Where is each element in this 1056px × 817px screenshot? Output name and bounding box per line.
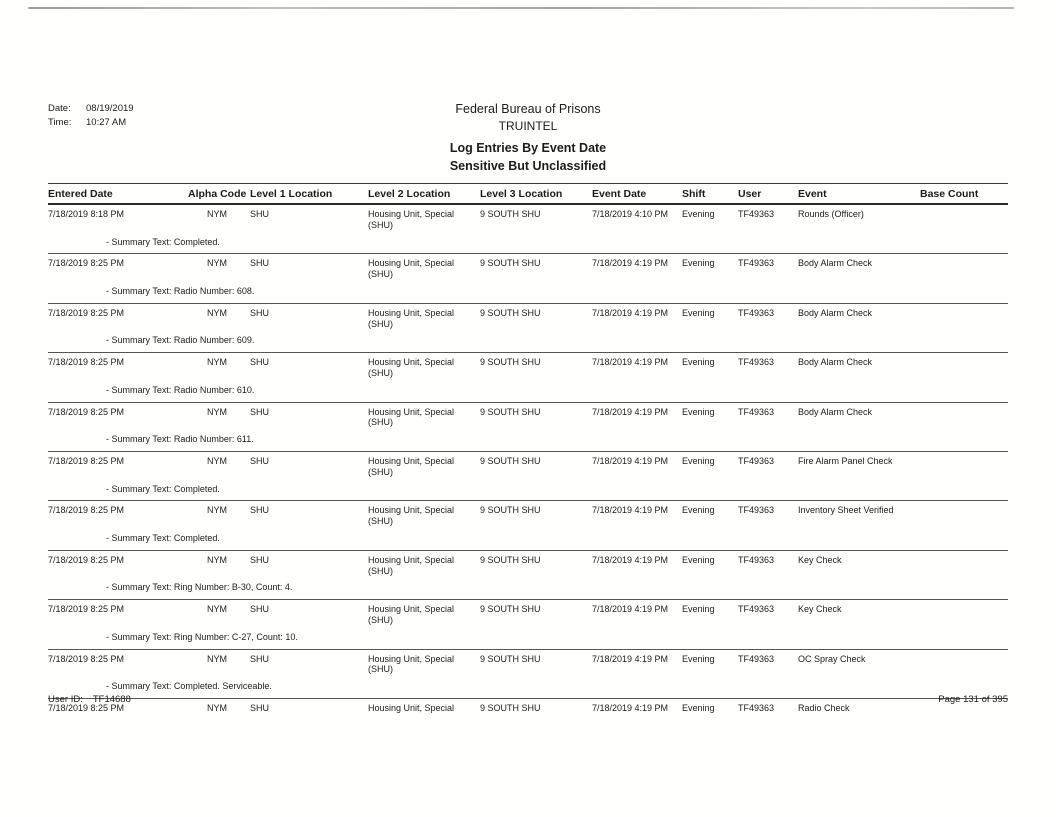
cell-level1-location: SHU <box>250 451 368 478</box>
cell-event-date: 7/18/2019 4:19 PM <box>592 649 682 676</box>
cell-user: TF49363 <box>738 402 798 429</box>
cell-level3-location: 9 SOUTH SHU <box>480 402 592 429</box>
date-label: Date: <box>48 103 71 114</box>
footer-user-id <box>48 694 141 705</box>
cell-base-count <box>920 402 1008 429</box>
cell-entered-date: 7/18/2019 8:25 PM <box>48 303 188 330</box>
cell-base-count <box>920 649 1008 676</box>
cell-event-date: 7/18/2019 4:19 PM <box>592 451 682 478</box>
cell-event: Fire Alarm Panel Check <box>798 451 920 478</box>
cell-alpha-code: NYM <box>188 303 250 330</box>
cell-event: Body Alarm Check <box>798 402 920 429</box>
cell-user: TF49363 <box>738 600 798 627</box>
cell-base-count <box>920 303 1008 330</box>
cell-level2-location: Housing Unit, Special (SHU) <box>368 550 480 577</box>
cell-alpha-code: NYM <box>188 353 250 380</box>
cell-shift: Evening <box>682 254 738 281</box>
cell-alpha-code: NYM <box>188 600 250 627</box>
report-title: Log Entries By Event Date <box>449 140 607 155</box>
summary-row <box>48 479 1008 501</box>
cell-level2-location: Housing Unit, Special <box>368 698 480 714</box>
page-footer <box>48 694 1008 705</box>
summary-text: - Summary Text: Completed. <box>106 483 220 494</box>
cell-level1-location: SHU <box>250 550 368 577</box>
summary-text: - Summary Text: Completed. <box>106 532 220 543</box>
cell-user: TF49363 <box>738 649 798 676</box>
report-time <box>48 116 134 130</box>
cell-alpha-code: NYM <box>188 698 250 714</box>
cell-user: TF49363 <box>738 451 798 478</box>
summary-row <box>48 429 1008 451</box>
cell-level3-location: 9 SOUTH SHU <box>480 254 592 281</box>
cell-entered-date: 7/18/2019 8:25 PM <box>48 254 188 281</box>
summary-text: - Summary Text: Radio Number: 609. <box>106 335 255 346</box>
cell-level1-location: SHU <box>250 649 368 676</box>
table-row <box>48 204 1008 232</box>
cell-user: TF49363 <box>738 303 798 330</box>
summary-row <box>48 232 1008 254</box>
column-header-event-date: Event Date <box>592 184 682 205</box>
table-row <box>48 501 1008 528</box>
cell-level1-location: SHU <box>250 353 368 380</box>
cell-event-date: 7/18/2019 4:19 PM <box>592 600 682 627</box>
cell-alpha-code: NYM <box>188 649 250 676</box>
cell-entered-date: 7/18/2019 8:25 PM <box>48 501 188 528</box>
cell-event-date: 7/18/2019 4:10 PM <box>592 209 669 219</box>
cell-level2-location: Housing Unit, Special (SHU) <box>368 402 480 429</box>
cell-base-count <box>920 254 1008 281</box>
summary-row <box>48 380 1008 402</box>
cell-entered-date: 7/18/2019 8:25 PM <box>48 402 188 429</box>
cell-alpha-code: NYM <box>207 209 227 219</box>
cell-entered-date: 7/18/2019 8:25 PM <box>48 698 188 714</box>
column-header-base-count: Base Count <box>920 184 1008 205</box>
cell-level2-location: Housing Unit, Special (SHU) <box>368 209 455 230</box>
header-row <box>48 184 1008 205</box>
cell-shift: Evening <box>682 209 715 219</box>
summary-row <box>48 577 1008 599</box>
cell-event-date: 7/18/2019 4:19 PM <box>592 402 682 429</box>
classification-title: Sensitive But Unclassified <box>449 158 607 173</box>
cell-base-count <box>920 451 1008 478</box>
column-header-user: User <box>738 184 798 205</box>
user-id-value: TF14688 <box>92 694 131 705</box>
cell-base-count <box>920 550 1008 577</box>
cell-level1-location: SHU <box>250 698 368 714</box>
time-value: 10:27 AM <box>86 117 127 129</box>
table-row <box>48 353 1008 380</box>
cell-entered-date: 7/18/2019 8:25 PM <box>48 600 188 627</box>
summary-text: - Summary Text: Completed. <box>106 236 220 247</box>
cell-shift: Evening <box>682 501 738 528</box>
table-row <box>48 254 1008 281</box>
cell-user: TF49363 <box>738 209 775 219</box>
cell-shift: Evening <box>682 451 738 478</box>
cell-shift: Evening <box>682 402 738 429</box>
cell-level2-location: Housing Unit, Special (SHU) <box>368 353 480 380</box>
table-row <box>48 600 1008 627</box>
cell-event: Body Alarm Check <box>798 254 920 281</box>
cell-level1-location: SHU <box>250 254 368 281</box>
cell-level2-location: Housing Unit, Special (SHU) <box>368 254 480 281</box>
cell-level1-location: SHU <box>250 209 270 219</box>
date-value: 08/19/2019 <box>86 103 134 114</box>
cell-level2-location: Housing Unit, Special (SHU) <box>368 451 480 478</box>
cell-event: Key Check <box>798 600 920 627</box>
log-table-header <box>48 184 1008 205</box>
cell-event-date: 7/18/2019 4:19 PM <box>592 254 682 281</box>
cell-shift: Evening <box>682 698 738 714</box>
cell-event: Radio Check <box>798 698 920 714</box>
agency-title: Federal Bureau of Prisons <box>455 102 601 116</box>
cell-event: Body Alarm Check <box>798 303 920 330</box>
system-title: TRUINTEL <box>498 119 558 134</box>
table-row <box>48 402 1008 429</box>
cell-user: TF49363 <box>738 353 798 380</box>
cell-level2-location: Housing Unit, Special (SHU) <box>368 600 480 627</box>
cell-entered-date: 7/18/2019 8:25 PM <box>48 550 188 577</box>
cell-event-date: 7/18/2019 4:19 PM <box>592 698 682 714</box>
cell-level3-location: 9 SOUTH SHU <box>480 600 592 627</box>
cell-event-date: 7/18/2019 4:19 PM <box>592 550 682 577</box>
summary-text: - Summary Text: Radio Number: 610. <box>106 384 255 395</box>
summary-text: - Summary Text: Completed. Serviceable. <box>106 681 272 692</box>
log-table <box>48 183 1008 715</box>
cell-entered-date: 7/18/2019 8:25 PM <box>48 649 188 676</box>
cell-alpha-code: NYM <box>188 402 250 429</box>
column-header-alpha-code: Alpha Code <box>188 184 250 205</box>
cell-user: TF49363 <box>738 254 798 281</box>
cell-level1-location: SHU <box>250 501 368 528</box>
cell-level3-location: 9 SOUTH SHU <box>480 649 592 676</box>
cell-event-date: 7/18/2019 4:19 PM <box>592 303 682 330</box>
summary-text: - Summary Text: Radio Number: 611. <box>106 434 254 445</box>
cell-event: OC Spray Check <box>798 649 920 676</box>
column-header-level1-location: Level 1 Location <box>250 184 368 205</box>
cell-event: Key Check <box>798 550 920 577</box>
summary-text: - Summary Text: Ring Number: C-27, Count: 10. <box>106 631 298 642</box>
summary-row <box>48 330 1008 352</box>
cell-level2-location: Housing Unit, Special (SHU) <box>368 649 480 676</box>
cell-entered-date: 7/18/2019 8:25 PM <box>48 353 188 380</box>
summary-text: - Summary Text: Ring Number: B-30, Count: 4. <box>106 582 293 593</box>
summary-row <box>48 281 1008 303</box>
time-label: Time: <box>48 117 72 129</box>
report-header <box>0 0 1056 180</box>
cell-level1-location: SHU <box>250 402 368 429</box>
cell-user: TF49363 <box>738 550 798 577</box>
cell-shift: Evening <box>682 649 738 676</box>
column-header-entered-date: Entered Date <box>48 184 188 205</box>
cell-level3-location: 9 SOUTH SHU <box>480 303 592 330</box>
cell-level3-location: 9 SOUTH SHU <box>480 353 592 380</box>
cell-level2-location: Housing Unit, Special (SHU) <box>368 501 480 528</box>
report-date <box>48 102 134 116</box>
table-row <box>48 303 1008 330</box>
column-header-level3-location: Level 3 Location <box>480 184 592 205</box>
page-number: Page 131 of 395 <box>938 694 1008 705</box>
cell-user: TF49363 <box>738 501 798 528</box>
cell-level1-location: SHU <box>250 600 368 627</box>
cell-entered-date: 7/18/2019 8:18 PM <box>48 209 125 219</box>
report-title-block <box>0 100 1056 175</box>
cell-user: TF49363 <box>738 698 798 714</box>
cell-level3-location: 9 SOUTH SHU <box>480 698 592 714</box>
cell-event: Body Alarm Check <box>798 353 920 380</box>
cell-alpha-code: NYM <box>188 451 250 478</box>
cell-shift: Evening <box>682 600 738 627</box>
column-header-level2-location: Level 2 Location <box>368 184 480 205</box>
cell-base-count <box>920 204 1008 232</box>
cell-level2-location: Housing Unit, Special (SHU) <box>368 303 480 330</box>
cell-level3-location: 9 SOUTH SHU <box>480 209 541 219</box>
cell-event: Rounds (Officer) <box>798 209 864 219</box>
cell-shift: Evening <box>682 353 738 380</box>
log-table-body <box>48 204 1008 715</box>
cell-entered-date: 7/18/2019 8:25 PM <box>48 451 188 478</box>
cell-level3-location: 9 SOUTH SHU <box>480 550 592 577</box>
cell-level3-location: 9 SOUTH SHU <box>480 501 592 528</box>
table-row <box>48 550 1008 577</box>
cell-base-count <box>920 501 1008 528</box>
summary-row <box>48 528 1008 550</box>
table-row <box>48 649 1008 676</box>
cell-level3-location: 9 SOUTH SHU <box>480 451 592 478</box>
cell-shift: Evening <box>682 550 738 577</box>
cell-alpha-code: NYM <box>188 550 250 577</box>
table-row <box>48 451 1008 478</box>
cell-alpha-code: NYM <box>188 254 250 281</box>
cell-event-date: 7/18/2019 4:19 PM <box>592 353 682 380</box>
cell-alpha-code: NYM <box>188 501 250 528</box>
cell-event-date: 7/18/2019 4:19 PM <box>592 501 682 528</box>
summary-text: - Summary Text: Radio Number: 608. <box>106 285 255 296</box>
report-meta <box>48 102 134 131</box>
cell-base-count <box>920 353 1008 380</box>
cell-base-count <box>920 600 1008 627</box>
cell-level1-location: SHU <box>250 303 368 330</box>
user-id-label: User ID: <box>48 694 83 705</box>
column-header-shift: Shift <box>682 184 738 205</box>
summary-row <box>48 627 1008 649</box>
column-header-event: Event <box>798 184 920 205</box>
cell-event: Inventory Sheet Verified <box>798 501 920 528</box>
cell-shift: Evening <box>682 303 738 330</box>
